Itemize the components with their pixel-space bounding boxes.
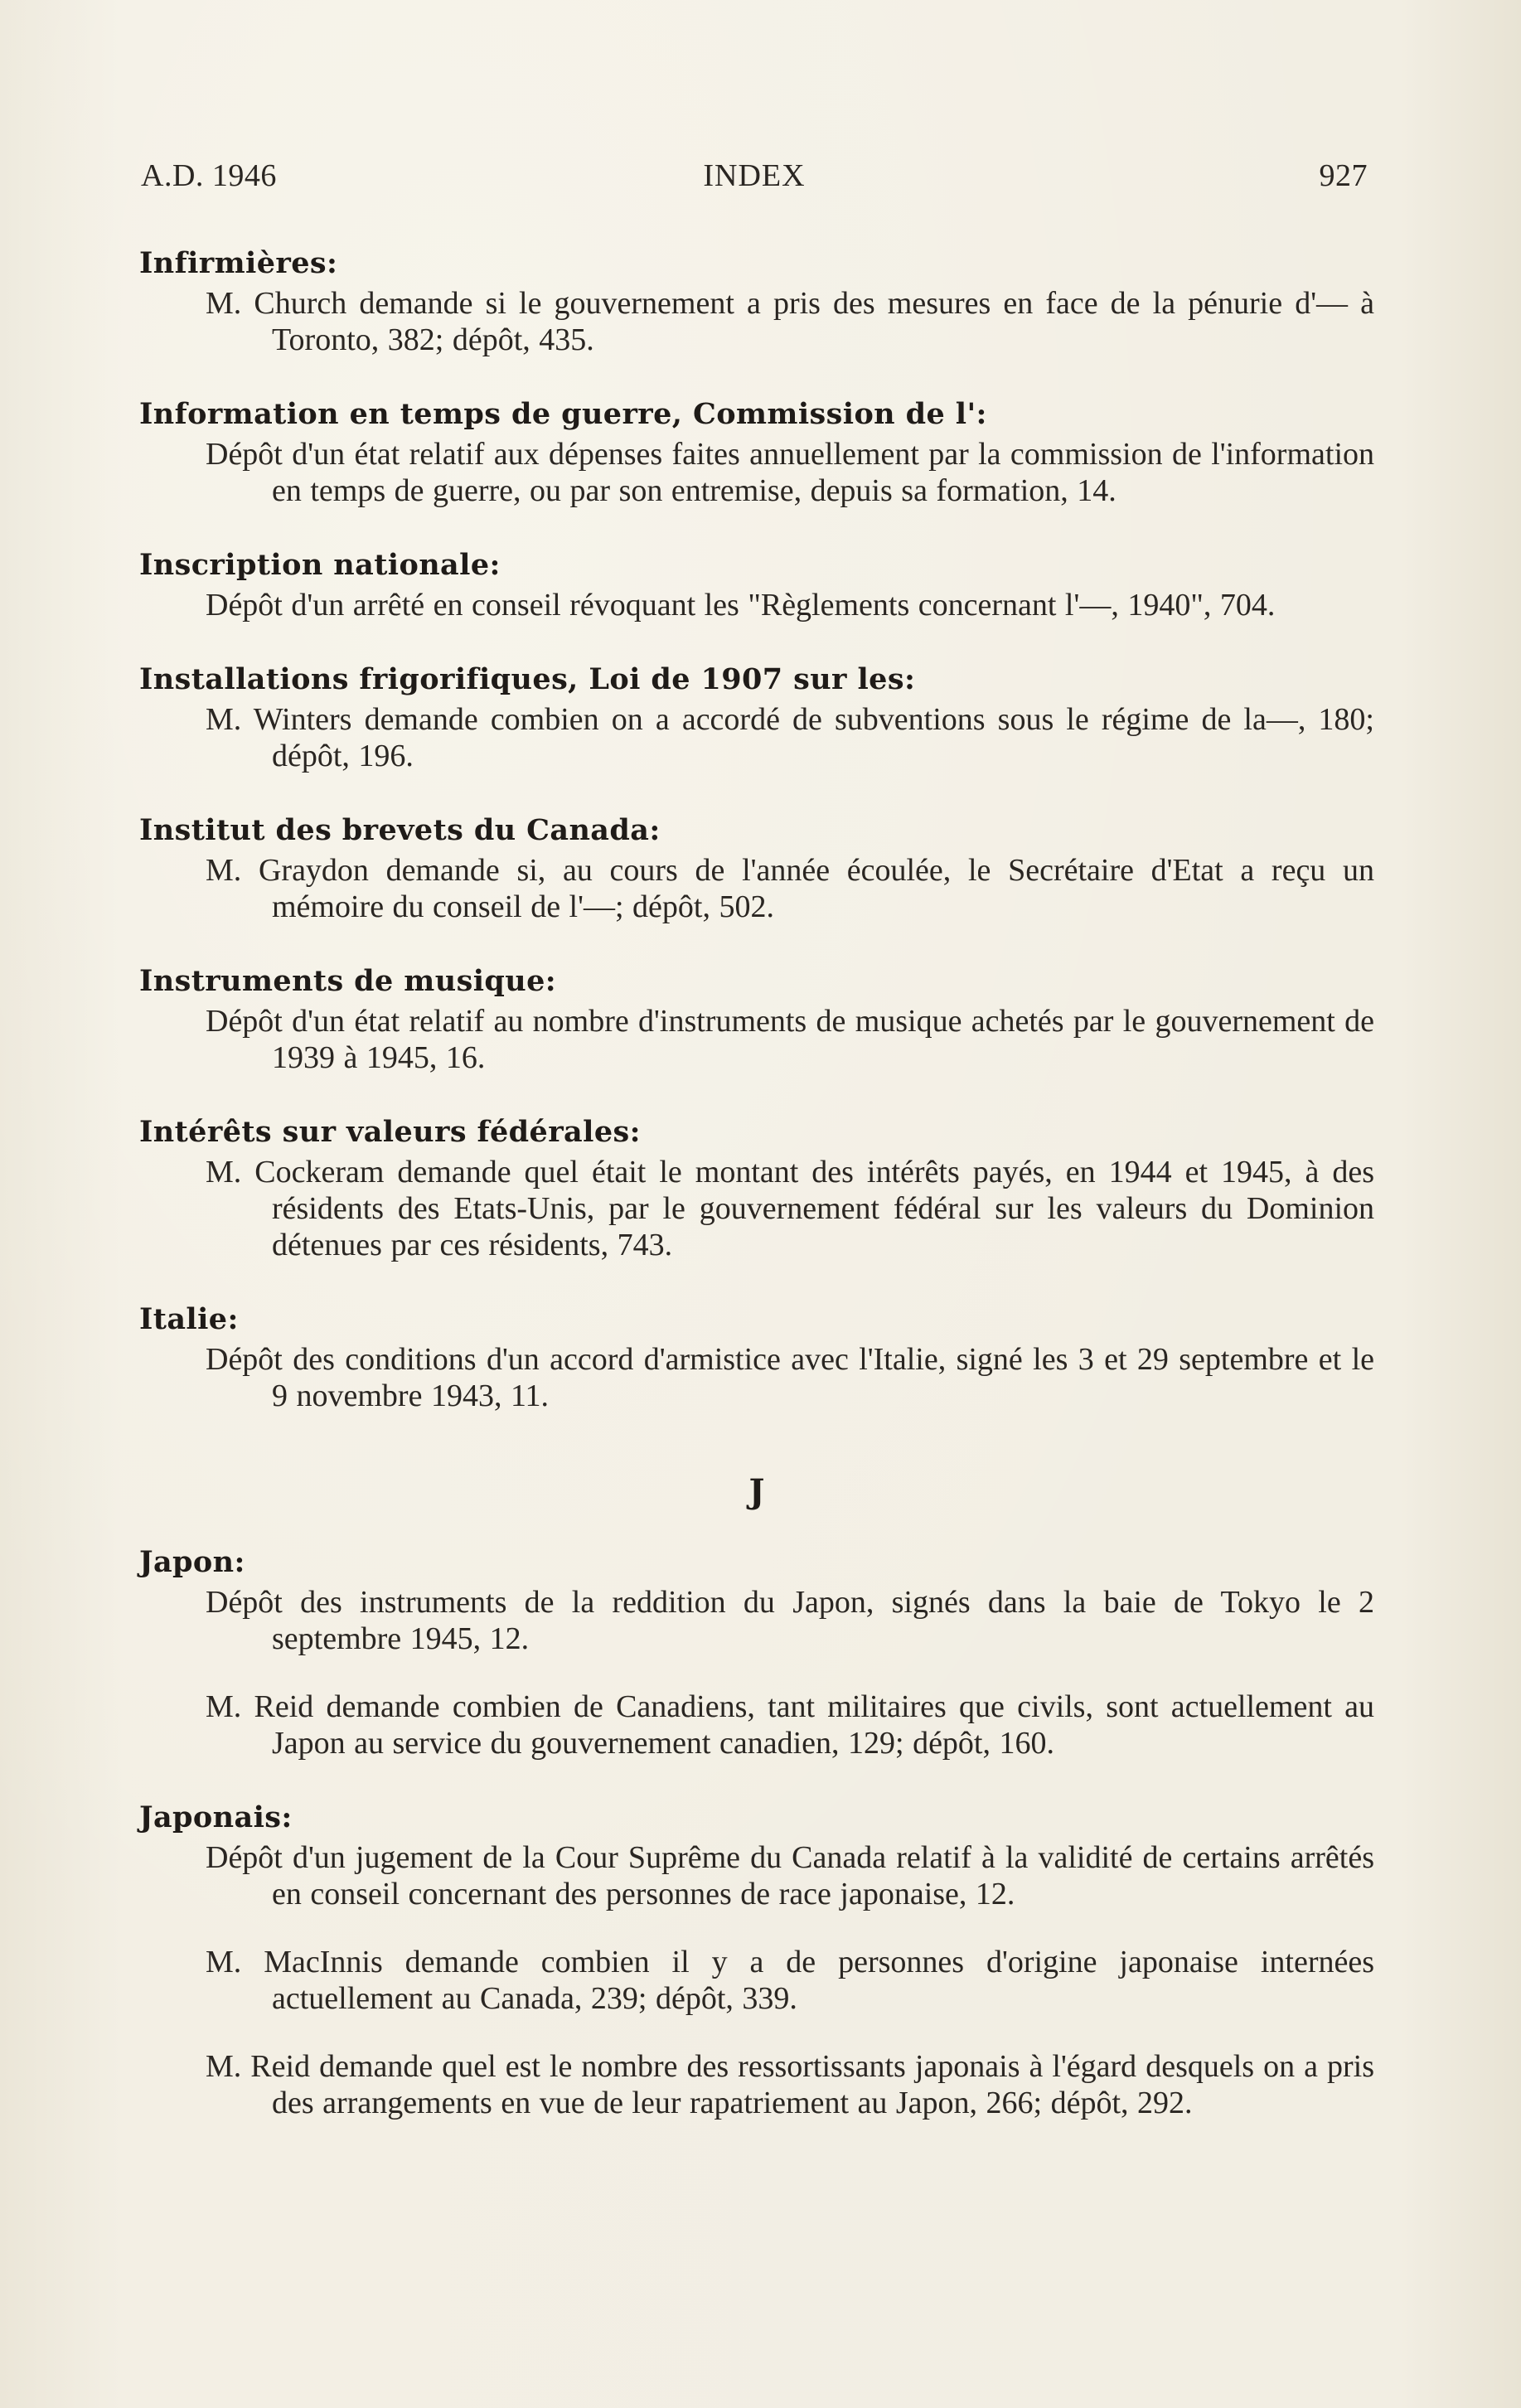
entry-heading: Installations frigorifiques, Loi de 1907 sur les: bbox=[139, 662, 916, 696]
entry-heading: Institut des brevets du Canada: bbox=[139, 813, 661, 847]
page-number: 927 bbox=[1319, 158, 1368, 193]
entry-heading: Instruments de musique: bbox=[139, 964, 557, 998]
entry-item: M. Church demande si le gouvernement a pris des mesures en face de la pénurie d'— à Toronto, 382; dépôt, 435. bbox=[206, 286, 1374, 357]
index-content bbox=[139, 245, 1374, 2153]
entry-heading: Japon: bbox=[139, 1545, 245, 1579]
index-entry-japon bbox=[139, 1544, 1374, 1761]
entry-heading: Information en temps de guerre, Commission de l': bbox=[139, 397, 987, 431]
entry-item: Dépôt d'un arrêté en conseil révoquant les "Règlements concernant l'—, 1940", 704. bbox=[206, 588, 1276, 623]
entry-item: Dépôt des conditions d'un accord d'armistice avec l'Italie, signé les 3 et 29 septembre et le 9 novembre 1943, 11. bbox=[206, 1342, 1374, 1413]
entry-item: M. Cockeram demande quel était le montant des intérêts payés, en 1944 et 1945, à des résidents des Etats-Unis, par le gouvernement fédéral sur les valeurs du Dominion détenues par ces résidents, 743. bbox=[206, 1155, 1374, 1262]
running-head bbox=[141, 157, 1368, 199]
entry-item: M. Winters demande combien on a accordé de subventions sous le régime de la—, 180; dépôt, 196. bbox=[206, 702, 1374, 773]
entry-item: Dépôt d'un jugement de la Cour Suprême du Canada relatif à la validité de certains arrêtés en conseil concernant des personnes de race japonaise, 12. bbox=[206, 1840, 1374, 1911]
entry-heading: Intérêts sur valeurs fédérales: bbox=[139, 1115, 641, 1149]
entry-item: M. Reid demande combien de Canadiens, tant militaires que civils, sont actuellement au Japon au service du gouvernement canadien, 129; dépôt, 160. bbox=[206, 1689, 1374, 1761]
index-entry-institut bbox=[139, 812, 1374, 925]
entry-heading: Infirmières: bbox=[139, 246, 338, 280]
index-entry-instruments bbox=[139, 963, 1374, 1076]
entry-heading: Inscription nationale: bbox=[139, 548, 501, 582]
header-year: A.D. 1946 bbox=[141, 158, 277, 193]
entry-item: Dépôt d'un état relatif au nombre d'instruments de musique achetés par le gouvernement de 1939 à 1945, 16. bbox=[206, 1004, 1374, 1075]
entry-item: M. MacInnis demande combien il y a de personnes d'origine japonaise internées actuellement au Canada, 239; dépôt, 339. bbox=[206, 1945, 1374, 2016]
index-entry-infirmieres bbox=[139, 245, 1374, 358]
index-entry-interets bbox=[139, 1114, 1374, 1263]
index-entry-installations bbox=[139, 661, 1374, 774]
index-entry-inscription bbox=[139, 547, 1374, 623]
entry-heading: Japonais: bbox=[139, 1800, 293, 1834]
entry-item: M. Graydon demande si, au cours de l'année écoulée, le Secrétaire d'Etat a reçu un mémoire du conseil de l'—; dépôt, 502. bbox=[206, 853, 1374, 924]
entry-item: M. Reid demande quel est le nombre des ressortissants japonais à l'égard desquels on a pris des arrangements en vue de leur rapatriement au Japon, 266; dépôt, 292. bbox=[206, 2049, 1374, 2120]
index-entry-information bbox=[139, 396, 1374, 509]
header-title: INDEX bbox=[703, 158, 806, 193]
section-letter: J bbox=[748, 1472, 765, 1511]
entry-item: Dépôt des instruments de la reddition du Japon, signés dans la baie de Tokyo le 2 septembre 1945, 12. bbox=[206, 1585, 1374, 1656]
index-entry-japonais bbox=[139, 1800, 1374, 2121]
entry-item: Dépôt d'un état relatif aux dépenses faites annuellement par la commission de l'information en temps de guerre, ou par son entremise, depuis sa formation, 14. bbox=[206, 437, 1374, 508]
entry-heading: Italie: bbox=[139, 1302, 239, 1336]
index-entry-italie bbox=[139, 1301, 1374, 1414]
